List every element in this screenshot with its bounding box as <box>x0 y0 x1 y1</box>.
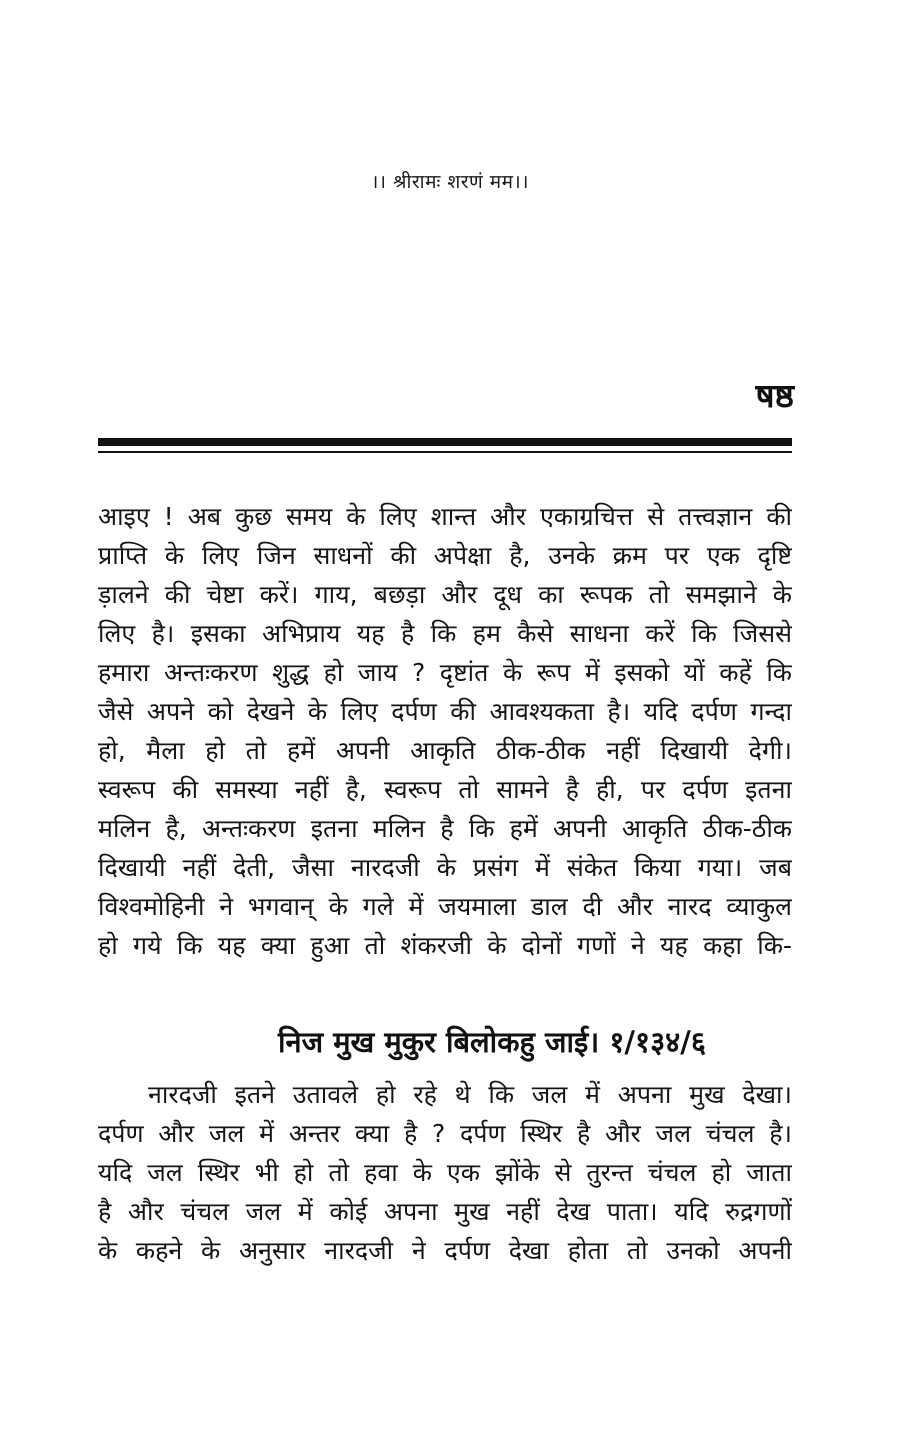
paragraph-line: जैसे अपने को देखने के लिए दर्पण की आवश्यकता है। यदि दर्पण गन्दा <box>98 697 792 726</box>
paragraph-line: हो गये कि यह क्या हुआ तो शंकरजी के दोनों गणों ने यह कहा कि- <box>98 931 792 960</box>
verse-quotation: निज मुख मुकुर बिलोकहु जाई। १/१३४/६ <box>278 1025 706 1059</box>
paragraph-line: ड़ालने की चेष्टा करें। गाय, बछड़ा और दूध का रूपक तो समझाने के <box>98 580 792 609</box>
paragraph-line: प्राप्ति के लिए जिन साधनों की अपेक्षा है, उनके क्रम पर एक दृष्टि <box>98 541 792 570</box>
paragraph-1 <box>98 497 792 965</box>
paragraph-line: दर्पण और जल में अन्तर क्या है ? दर्पण स्थिर है और जल चंचल है। <box>98 1119 792 1148</box>
heading-rule-thin <box>98 451 792 453</box>
paragraph-line: यदि जल स्थिर भी हो तो हवा के एक झोंके से तुरन्त चंचल हो जाता <box>98 1158 792 1187</box>
paragraph-line: हो, मैला हो तो हमें अपनी आकृति ठीक-ठीक नहीं दिखायी देगी। <box>98 736 792 765</box>
paragraph-line: मलिन है, अन्तःकरण इतना मलिन है कि हमें अपनी आकृति ठीक-ठीक <box>98 814 792 843</box>
paragraph-line: स्वरूप की समस्या नहीं है, स्वरूप तो सामने है ही, पर दर्पण इतना <box>98 775 792 804</box>
paragraph-line: नारदजी इतने उतावले हो रहे थे कि जल में अपना मुख देखा। <box>148 1080 792 1109</box>
paragraph-line: है और चंचल जल में कोई अपना मुख नहीं देख पाता। यदि रुद्रगणों <box>98 1197 792 1226</box>
paragraph-line: हमारा अन्तःकरण शुद्ध हो जाय ? दृष्टांत के रूप में इसको यों कहें कि <box>98 658 792 687</box>
paragraph-line: लिए है। इसका अभिप्राय यह है कि हम कैसे साधना करें कि जिससे <box>98 619 792 648</box>
paragraph-line: आइए ! अब कुछ समय के लिए शान्त और एकाग्रचित्त से तत्त्वज्ञान की <box>98 502 792 531</box>
heading-rule-thick <box>98 438 792 446</box>
paragraph-2 <box>98 1075 792 1270</box>
chapter-title: षष्ठ <box>755 376 794 415</box>
paragraph-line: विश्वमोहिनी ने भगवान् के गले में जयमाला डाल दी और नारद व्याकुल <box>98 892 792 921</box>
invocation-heading: ।। श्रीरामः शरणं मम।। <box>371 171 529 193</box>
paragraph-line: दिखायी नहीं देती, जैसा नारदजी के प्रसंग में संकेत किया गया। जब <box>98 853 792 882</box>
paragraph-line: के कहने के अनुसार नारदजी ने दर्पण देखा होता तो उनको अपनी <box>98 1236 792 1265</box>
